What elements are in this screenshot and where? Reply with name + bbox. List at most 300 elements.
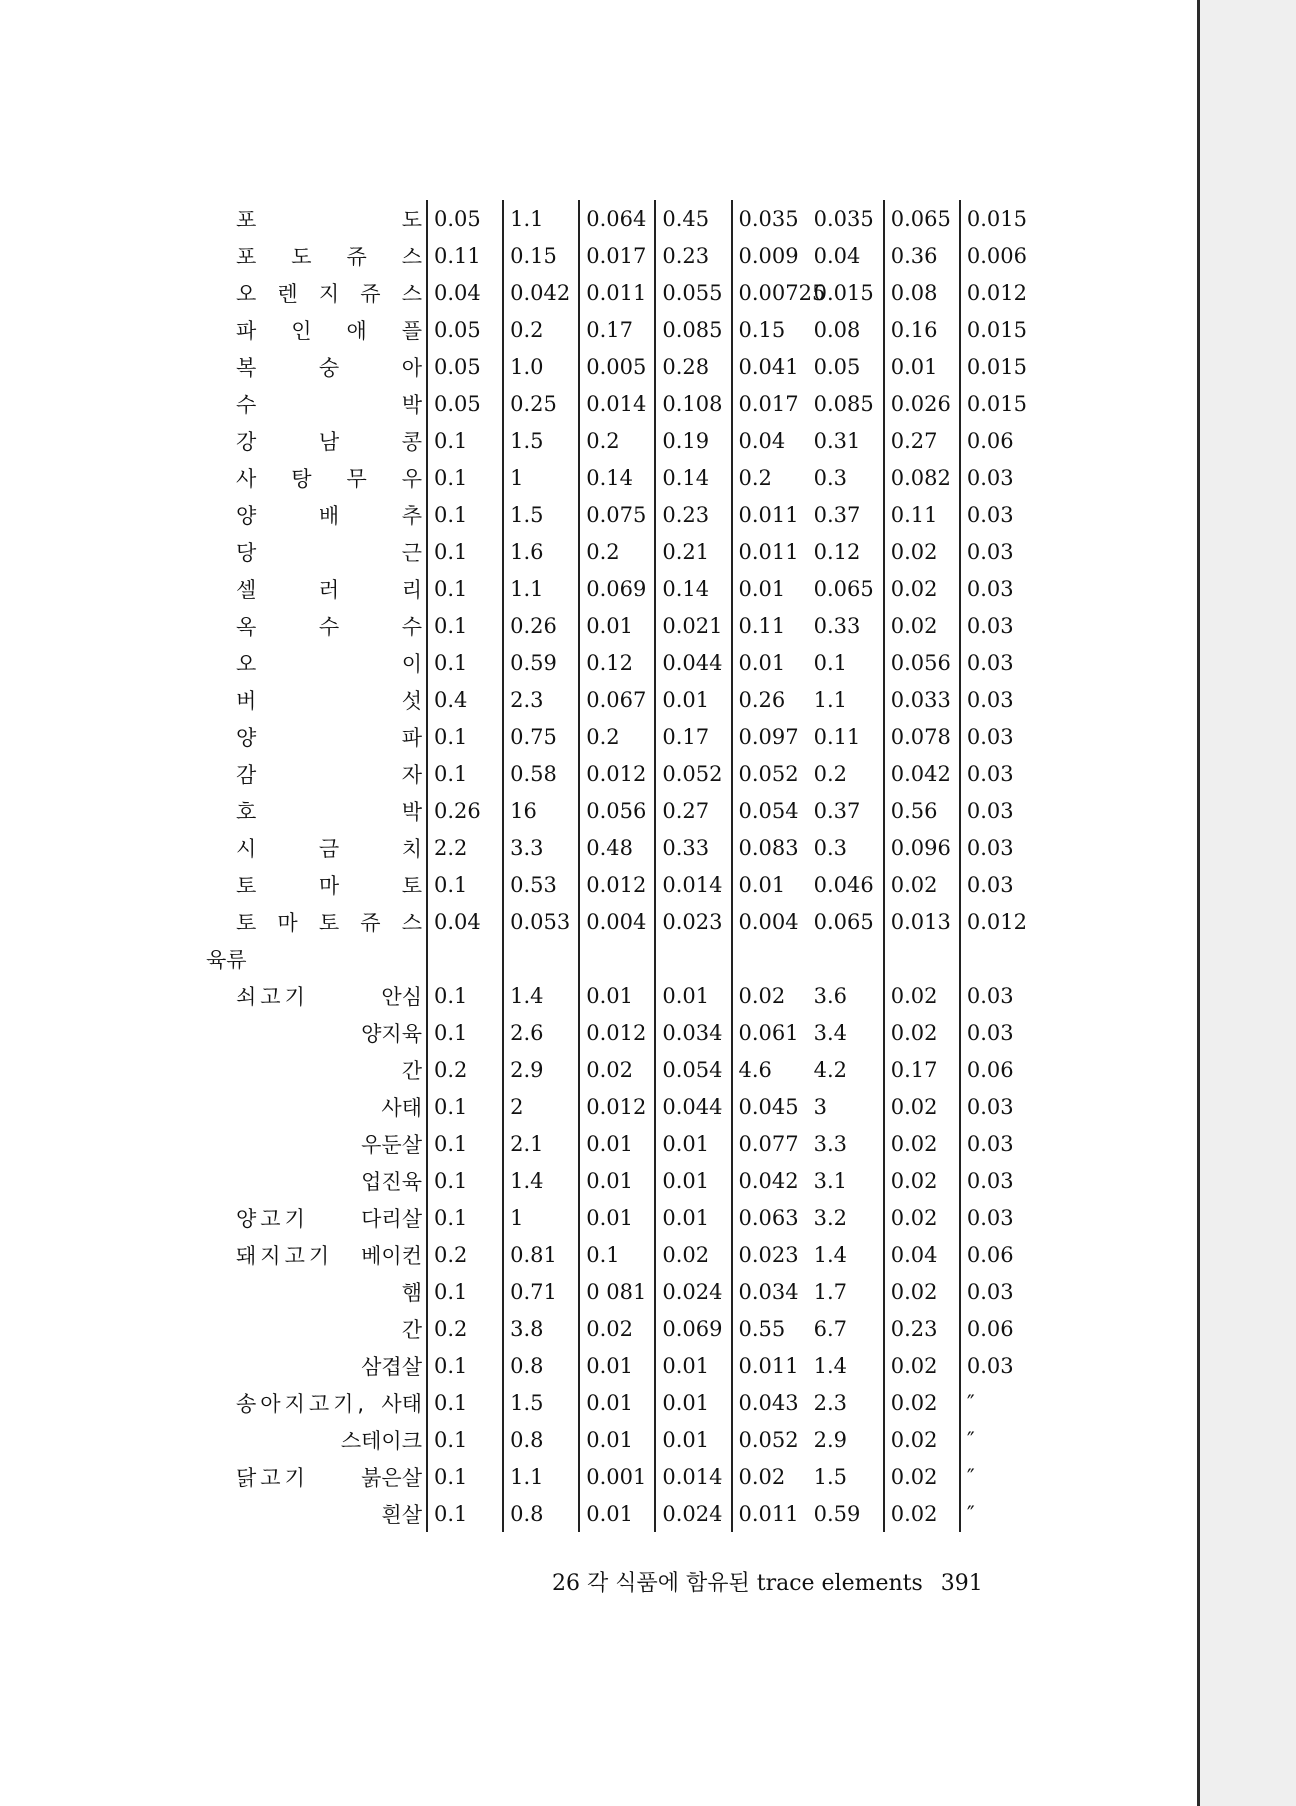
row-label-cell	[236, 348, 427, 385]
food-name	[236, 796, 426, 826]
value-cell: 0.023	[655, 903, 731, 940]
value-cell: 2.3	[813, 1390, 848, 1415]
food-name	[236, 537, 426, 567]
empty-cell	[884, 940, 960, 977]
table-row	[236, 459, 1036, 496]
row-label-cell	[236, 274, 427, 311]
value-cell: 0.065	[813, 909, 874, 934]
value-cell: 0.23	[655, 496, 731, 533]
table-row	[236, 1310, 1036, 1347]
value-cell: 0.082	[884, 459, 960, 496]
value-cell: 0.004	[732, 903, 808, 940]
value-cell: 3	[813, 1094, 827, 1119]
name-char: 도	[291, 244, 312, 269]
value-cell: 0.17	[579, 311, 655, 348]
value-cell: 0.02	[579, 1310, 655, 1347]
meat-group: 양고기	[236, 1206, 309, 1231]
value-cell: 0.05	[427, 311, 503, 348]
value-cell: 2.9	[813, 1427, 848, 1452]
category-label-cell	[206, 940, 427, 977]
value-cell: 0.052	[655, 755, 731, 792]
name-char: 오	[236, 651, 257, 676]
table-row	[236, 1384, 1036, 1421]
value-cell: 0.044	[655, 644, 731, 681]
value-cell: 0.23	[655, 237, 731, 274]
value-cell: 0.05	[813, 354, 861, 379]
value-cell: 0.04	[884, 1236, 960, 1273]
meat-label	[236, 1351, 426, 1381]
table-row	[236, 200, 1036, 237]
table-row	[236, 792, 1036, 829]
value-cell: 0.042	[503, 274, 579, 311]
page-footer	[552, 1566, 983, 1597]
value-cell: 0.011	[732, 496, 808, 533]
value-cell: 0.011	[579, 274, 655, 311]
value-cell: 0.26	[503, 607, 579, 644]
name-char: 포	[236, 244, 257, 269]
value-cell: 0.02	[884, 1162, 960, 1199]
value-cell: 0.054	[655, 1051, 731, 1088]
food-name	[236, 426, 426, 456]
value-cell: 2.1	[503, 1125, 579, 1162]
value-cell: 0.1	[427, 1125, 503, 1162]
value-cell: 0.08	[813, 317, 861, 342]
value-cell: 0.011	[732, 1495, 808, 1532]
value-cell: 0.1	[427, 1273, 503, 1310]
value-cell: 0.052	[732, 755, 808, 792]
value-cell: 0.1	[427, 1421, 503, 1458]
value-cell: 1.1	[503, 570, 579, 607]
value-cell: ″	[960, 1495, 1036, 1532]
value-cell: 0.03	[960, 1014, 1036, 1051]
value-cell: 0.16	[884, 311, 960, 348]
value-cell: 0.02	[884, 1088, 960, 1125]
value-cell: 2.2	[427, 829, 503, 866]
table-row	[236, 1236, 1036, 1273]
value-cell: 0.096	[884, 829, 960, 866]
value-cell: 0.04	[427, 274, 503, 311]
value-cell: 0.17	[884, 1051, 960, 1088]
name-char: 오	[236, 281, 257, 306]
value-cell: 0.015	[813, 280, 874, 305]
value-cell: 0.03	[960, 570, 1036, 607]
food-name	[236, 759, 426, 789]
value-cell: 0.02	[732, 1458, 808, 1495]
value-cell: 3.1	[813, 1168, 848, 1193]
value-cell: 0.1	[813, 650, 848, 675]
name-char: 양	[236, 725, 257, 750]
row-label-cell	[236, 829, 427, 866]
value-cell: 0.063	[732, 1199, 808, 1236]
name-char: 토	[236, 873, 257, 898]
row-label-cell	[236, 681, 427, 718]
table-row	[236, 237, 1036, 274]
value-cell: 0.054	[732, 792, 808, 829]
meat-label	[236, 1055, 426, 1085]
value-cell: 0.02	[884, 977, 960, 1014]
value-cell: 1	[503, 1199, 579, 1236]
value-cell: 0.02	[884, 1273, 960, 1310]
value-cell: 0.013	[884, 903, 960, 940]
name-char: 수	[236, 392, 257, 417]
value-cell: 0.00725	[732, 274, 808, 311]
name-char: 박	[401, 392, 422, 417]
value-cell: 0.01	[655, 1162, 731, 1199]
name-char: 토	[236, 910, 257, 935]
value-cell: 0.03	[960, 1162, 1036, 1199]
value-cell: 0.069	[655, 1310, 731, 1347]
value-cell: 0.55	[732, 1310, 808, 1347]
name-char: 섯	[401, 688, 422, 713]
meat-part: 베이컨	[361, 1243, 422, 1268]
name-char: 우	[401, 466, 422, 491]
value-cell: 0.3	[813, 835, 848, 860]
value-cell: 0.014	[579, 385, 655, 422]
row-label-cell	[236, 237, 427, 274]
name-char: 근	[401, 540, 422, 565]
value-cell: 0.14	[579, 459, 655, 496]
table-row	[236, 311, 1036, 348]
value-cell: 0.03	[960, 533, 1036, 570]
empty-cell	[427, 940, 503, 977]
name-char: 수	[401, 614, 422, 639]
table-row	[236, 274, 1036, 311]
food-name	[236, 500, 426, 530]
value-cell: 0.052	[732, 1421, 808, 1458]
row-label-cell	[236, 570, 427, 607]
value-cell: 0.075	[579, 496, 655, 533]
value-cell: 0.034	[732, 1273, 808, 1310]
table-row	[236, 1495, 1036, 1532]
name-char: 인	[291, 318, 312, 343]
value-cell: 0.03	[960, 607, 1036, 644]
food-name	[236, 907, 426, 937]
value-cell: 1.6	[503, 533, 579, 570]
name-char: 토	[318, 910, 340, 935]
table-row	[236, 903, 1036, 940]
value-cell: 0.15	[732, 311, 808, 348]
value-cell: 0.15	[503, 237, 579, 274]
value-cell: ″	[960, 1458, 1036, 1495]
food-name	[236, 574, 426, 604]
meat-label	[236, 1462, 426, 1492]
value-cell: 1.5	[503, 422, 579, 459]
value-cell: 0.056	[579, 792, 655, 829]
name-char: 당	[236, 540, 257, 565]
value-cell: 0.1	[427, 1088, 503, 1125]
row-label-cell	[236, 1125, 427, 1162]
empty-cell	[655, 940, 731, 977]
value-cell: 0.015	[960, 348, 1036, 385]
food-name	[236, 389, 426, 419]
value-cell: 0.08	[884, 274, 960, 311]
empty-cell	[808, 940, 884, 977]
name-char: 스	[401, 244, 422, 269]
value-cell: 0.06	[960, 422, 1036, 459]
meat-part: 스테이크	[340, 1428, 422, 1453]
value-cell: 0.3	[813, 465, 848, 490]
food-name	[236, 278, 426, 308]
row-label-cell	[236, 1347, 427, 1384]
value-cell: 0.011	[732, 533, 808, 570]
name-char: 쥬	[346, 244, 367, 269]
table-row	[236, 422, 1036, 459]
table-row	[236, 718, 1036, 755]
value-cell: 0.085	[813, 391, 874, 416]
empty-cell	[503, 940, 579, 977]
name-char: 배	[318, 503, 340, 528]
value-cell: 0.06	[960, 1236, 1036, 1273]
value-cell: 1.4	[813, 1242, 848, 1267]
value-cell: 3.8	[503, 1310, 579, 1347]
value-cell: 0.01	[655, 977, 731, 1014]
value-cell: 0.01	[579, 607, 655, 644]
value-cell: 3.4	[813, 1020, 848, 1045]
table-row	[236, 866, 1036, 903]
value-cell: 0.046	[813, 872, 874, 897]
value-cell: 0.012	[960, 274, 1036, 311]
name-char: 강	[236, 429, 257, 454]
value-cell: 0.014	[655, 866, 731, 903]
name-char: 버	[236, 688, 257, 713]
value-cell: 0.041	[732, 348, 808, 385]
food-name	[236, 611, 426, 641]
name-char: 쥬	[360, 910, 381, 935]
meat-part: 간	[401, 1058, 422, 1083]
value-cell: 0.03	[960, 496, 1036, 533]
row-label-cell	[236, 1051, 427, 1088]
food-name	[236, 722, 426, 752]
value-cell: 0.1	[427, 1347, 503, 1384]
row-label-cell	[236, 903, 427, 940]
row-label-cell	[236, 1014, 427, 1051]
value-cell: 0.012	[579, 1088, 655, 1125]
name-char: 무	[346, 466, 367, 491]
meat-group: 돼지고기	[236, 1243, 334, 1268]
table-row	[236, 1458, 1036, 1495]
meat-part: 사태	[381, 1391, 422, 1416]
value-cell: 0.36	[884, 237, 960, 274]
value-cell: 0.1	[427, 422, 503, 459]
value-cell: 1.1	[503, 200, 579, 237]
value-cell: 0.11	[427, 237, 503, 274]
value-cell: 0.012	[579, 1014, 655, 1051]
value-cell: 0.03	[960, 718, 1036, 755]
name-char: 포	[236, 207, 257, 232]
name-char: 플	[401, 318, 422, 343]
value-cell: 0.083	[732, 829, 808, 866]
value-cell: 0.8	[503, 1421, 579, 1458]
value-cell: 0.59	[503, 644, 579, 681]
value-cell: 0.1	[427, 533, 503, 570]
value-cell: 0.19	[655, 422, 731, 459]
value-cell: 0.31	[813, 428, 861, 453]
value-cell: 0.005	[579, 348, 655, 385]
value-cell: 0.02	[884, 1458, 960, 1495]
food-name	[236, 833, 426, 863]
value-cell: 0.02	[579, 1051, 655, 1088]
value-cell: 0.015	[960, 200, 1036, 237]
value-cell: 0.37	[813, 502, 861, 527]
value-cell: 1.4	[503, 1162, 579, 1199]
value-cell: 1.4	[813, 1353, 848, 1378]
name-char: 토	[401, 873, 422, 898]
name-char: 박	[401, 799, 422, 824]
meat-group: 쇠고기	[236, 984, 309, 1009]
table-row	[236, 1347, 1036, 1384]
value-cell: 0.014	[655, 1458, 731, 1495]
value-cell: 0.02	[884, 1384, 960, 1421]
meat-part: 양지육	[361, 1021, 422, 1046]
row-label-cell	[236, 1199, 427, 1236]
meat-part: 업진육	[361, 1169, 422, 1194]
name-char: 탕	[291, 466, 312, 491]
value-cell: 1.5	[813, 1464, 848, 1489]
name-char: 쥬	[360, 281, 381, 306]
row-label-cell	[236, 1384, 427, 1421]
value-cell: 0.01	[579, 1125, 655, 1162]
value-cell: 0.045	[732, 1088, 808, 1125]
value-cell: 0.011	[732, 1347, 808, 1384]
value-cell: 0.01	[884, 348, 960, 385]
name-char: 렌	[277, 281, 298, 306]
name-char: 옥	[236, 614, 257, 639]
row-label-cell	[236, 755, 427, 792]
value-cell: 0.05	[427, 348, 503, 385]
row-label-cell	[236, 718, 427, 755]
table-row	[236, 1162, 1036, 1199]
meat-label	[236, 1499, 426, 1529]
name-char: 지	[318, 281, 340, 306]
value-cell: 0.004	[579, 903, 655, 940]
value-cell: 0.14	[655, 570, 731, 607]
row-label-cell	[236, 200, 427, 237]
row-label-cell	[236, 311, 427, 348]
value-cell: 0.01	[579, 977, 655, 1014]
value-cell: 0.01	[579, 1384, 655, 1421]
value-cell: 0.2	[427, 1310, 503, 1347]
value-cell: 0.061	[732, 1014, 808, 1051]
value-cell: 0.026	[884, 385, 960, 422]
page-margin-shadow	[1200, 0, 1296, 1806]
value-cell: 2	[503, 1088, 579, 1125]
food-name	[236, 315, 426, 345]
value-cell: 0.01	[655, 681, 731, 718]
value-cell: 3.3	[503, 829, 579, 866]
meat-group: 닭고기	[236, 1465, 309, 1490]
meat-label	[236, 1240, 426, 1270]
value-cell: 0.067	[579, 681, 655, 718]
value-cell: 0.01	[579, 1199, 655, 1236]
meat-label	[236, 1425, 426, 1455]
empty-cell	[579, 940, 655, 977]
value-cell: 0.28	[655, 348, 731, 385]
name-char: 추	[401, 503, 422, 528]
value-cell: 0.01	[579, 1347, 655, 1384]
value-cell: 0.2	[579, 422, 655, 459]
value-cell: 0.01	[732, 866, 808, 903]
value-cell: 0.26	[427, 792, 503, 829]
value-cell: 0.03	[960, 644, 1036, 681]
name-char: 아	[401, 355, 422, 380]
row-label-cell	[236, 977, 427, 1014]
meat-label	[236, 1314, 426, 1344]
name-char: 이	[401, 651, 422, 676]
value-cell: 0.02	[884, 1014, 960, 1051]
value-cell: 0.024	[655, 1495, 731, 1532]
value-cell: 0.58	[503, 755, 579, 792]
value-cell: 0.064	[579, 200, 655, 237]
value-cell: 0.03	[960, 866, 1036, 903]
table-row	[236, 1088, 1036, 1125]
table-row	[236, 1273, 1036, 1310]
meat-part: 삼겹살	[361, 1354, 422, 1379]
value-cell: 0.1	[427, 1199, 503, 1236]
row-label-cell	[236, 1162, 427, 1199]
value-cell: 0.1	[427, 977, 503, 1014]
value-cell: 0.02	[884, 533, 960, 570]
value-cell: 0.12	[813, 539, 861, 564]
value-cell: 0.8	[503, 1495, 579, 1532]
value-cell: 0.12	[579, 644, 655, 681]
name-char: 파	[401, 725, 422, 750]
value-cell: 0.023	[732, 1236, 808, 1273]
value-cell: 0.01	[732, 644, 808, 681]
name-char: 치	[401, 836, 422, 861]
value-cell: 0.01	[579, 1162, 655, 1199]
value-cell: ″	[960, 1384, 1036, 1421]
value-cell: 0.006	[960, 237, 1036, 274]
value-cell: 1.0	[503, 348, 579, 385]
value-cell: 3.3	[813, 1131, 848, 1156]
table-row	[236, 1421, 1036, 1458]
value-cell: 0.035	[813, 206, 874, 231]
value-cell: 0.053	[503, 903, 579, 940]
value-cell: 0.02	[884, 570, 960, 607]
meat-label	[236, 1277, 426, 1307]
value-cell: 0.04	[813, 243, 861, 268]
value-cell: 0.02	[884, 607, 960, 644]
name-char: 러	[318, 577, 340, 602]
table-row	[236, 644, 1036, 681]
value-cell: 0.065	[813, 576, 874, 601]
row-label-cell	[236, 1495, 427, 1532]
value-cell: 0.085	[655, 311, 731, 348]
value-cell: 0.25	[503, 385, 579, 422]
value-cell: 0.48	[579, 829, 655, 866]
value-cell: 0.012	[960, 903, 1036, 940]
value-cell: 0.1	[427, 496, 503, 533]
value-cell: 0.03	[960, 1273, 1036, 1310]
row-label-cell	[236, 496, 427, 533]
value-cell: 0.03	[960, 829, 1036, 866]
row-label-cell	[236, 644, 427, 681]
name-char: 사	[236, 466, 257, 491]
food-name	[236, 870, 426, 900]
value-cell: 0.06	[960, 1051, 1036, 1088]
value-cell: 1.7	[813, 1279, 848, 1304]
meat-part: 간	[401, 1317, 422, 1342]
value-cell: 0.81	[503, 1236, 579, 1273]
value-cell: 0.1	[427, 1495, 503, 1532]
table-body	[206, 200, 1036, 1532]
value-cell: 0.097	[732, 718, 808, 755]
empty-cell	[960, 940, 1036, 977]
table-row	[236, 1199, 1036, 1236]
value-cell: 0.01	[655, 1421, 731, 1458]
value-cell: 0.03	[960, 459, 1036, 496]
value-cell: 0.108	[655, 385, 731, 422]
